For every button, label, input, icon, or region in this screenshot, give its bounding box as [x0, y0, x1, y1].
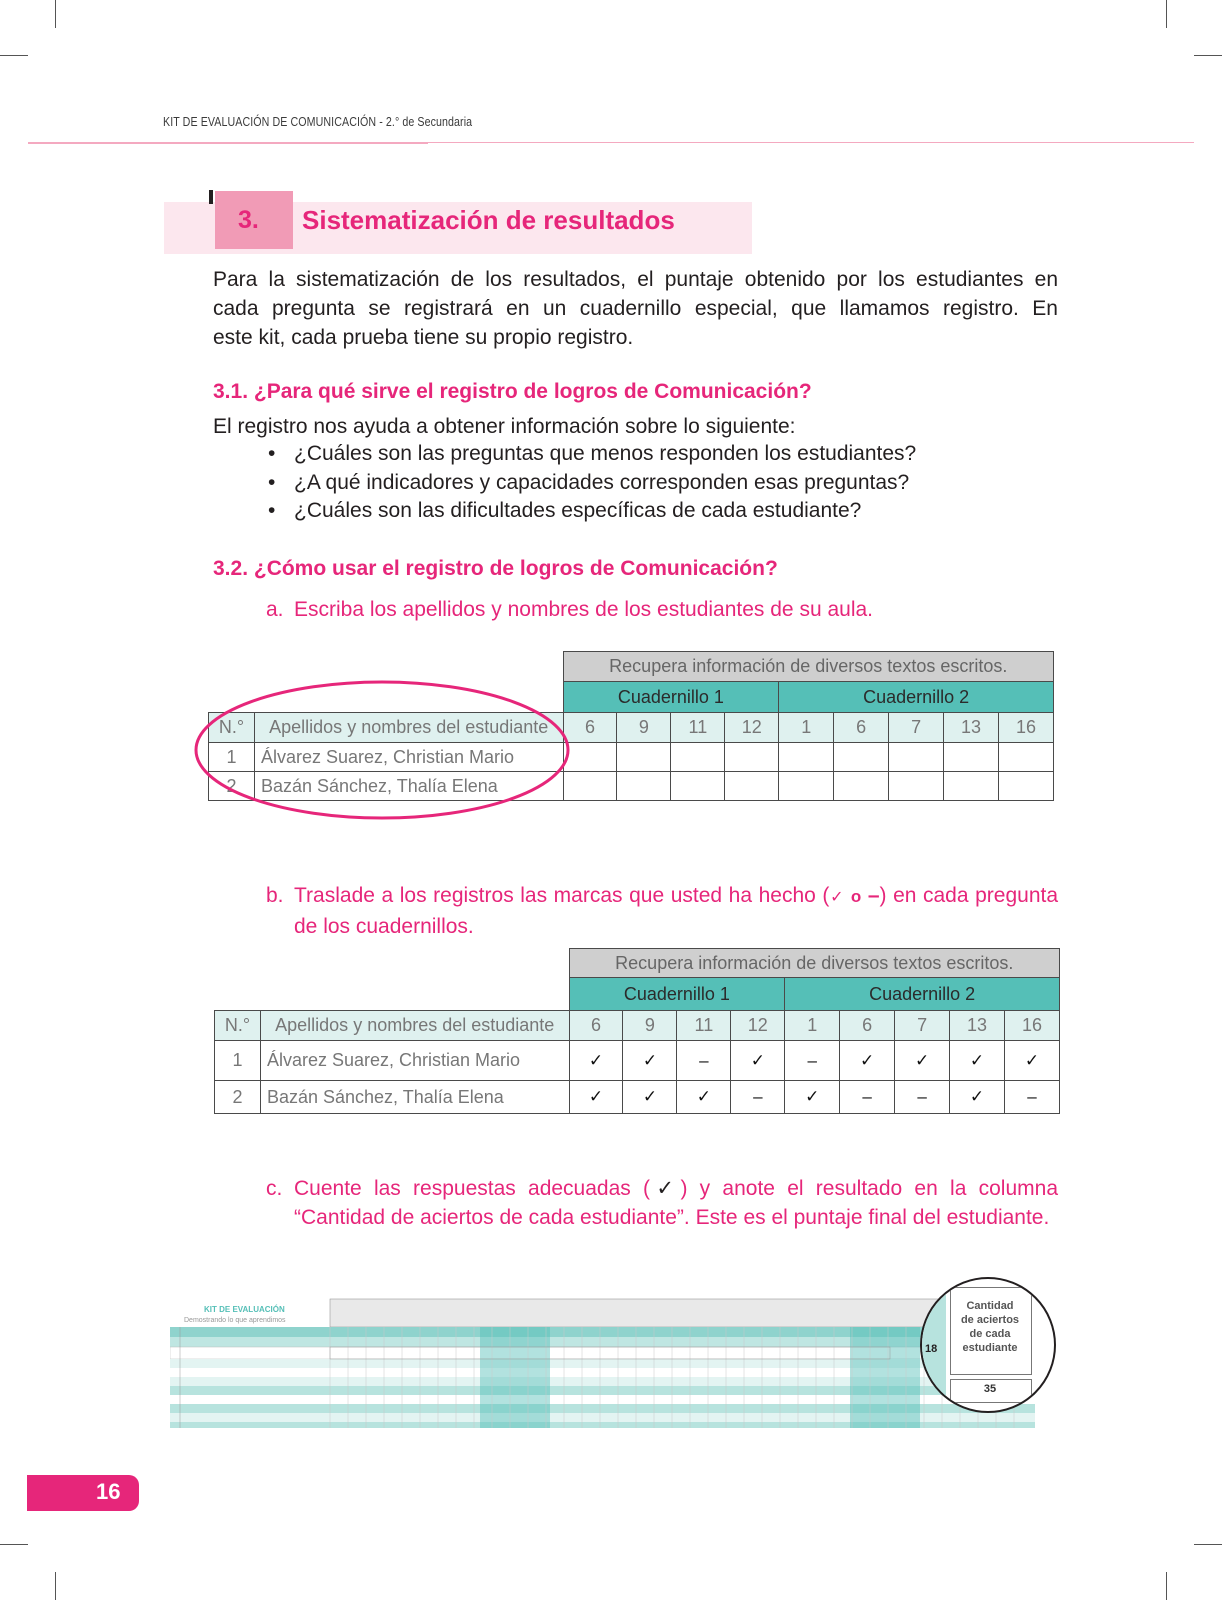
lens-header-line: estudiante	[962, 1342, 1018, 1354]
booklet-2-header: Cuadernillo 2	[785, 978, 1060, 1011]
number-column-header: N.°	[209, 713, 255, 743]
step-a	[266, 595, 1058, 624]
subsection-lead: El registro nos ayuda a obtener información sobre lo siguiente:	[213, 415, 796, 438]
student-name: Álvarez Suarez, Christian Mario	[260, 1041, 569, 1081]
answer-mark: ✓	[569, 1081, 623, 1114]
step-text: ) y anote el resultado en la columna “Cantidad de aciertos de cada estudiante”. Este es el puntaje final del estudiante.	[294, 1177, 1058, 1229]
booklet-2-header: Cuadernillo 2	[779, 682, 1054, 713]
section-tab-mark	[209, 190, 213, 204]
lens-column-header	[952, 1299, 1028, 1355]
answer-mark: ✓	[569, 1041, 623, 1081]
step-text: Escriba los apellidos y nombres de los estudiantes de su aula.	[294, 598, 873, 621]
bullet-item: • ¿A qué indicadores y capacidades corresponden esas preguntas?	[268, 471, 910, 494]
answer-mark: –	[785, 1041, 840, 1081]
question-header: 7	[895, 1011, 950, 1041]
number-column-header: N.°	[215, 1011, 261, 1041]
student-number: 1	[215, 1041, 261, 1081]
table-row	[215, 1041, 1060, 1081]
step-text: ) en cada pregunta de los cuadernillos.	[294, 884, 1059, 938]
answer-mark: ✓	[895, 1041, 950, 1081]
crop-mark	[55, 0, 56, 28]
step-c	[266, 1174, 1058, 1232]
question-header: 6	[840, 1011, 895, 1041]
question-header: 9	[617, 713, 671, 743]
page-number-tab	[27, 1475, 139, 1511]
question-header: 6	[569, 1011, 623, 1041]
step-text: Traslade a los registros las marcas que usted ha hecho (	[294, 884, 830, 907]
question-header: 13	[944, 713, 999, 743]
answer-mark: –	[677, 1041, 731, 1081]
answer-mark: ✓	[731, 1041, 785, 1081]
crop-mark	[1166, 1572, 1167, 1600]
question-header: 7	[889, 713, 944, 743]
answer-mark: ✓	[623, 1081, 677, 1114]
question-header: 12	[725, 713, 779, 743]
student-number: 2	[215, 1081, 261, 1114]
answer-mark: ✓	[950, 1041, 1005, 1081]
answer-mark: –	[731, 1081, 785, 1114]
header-rule-thin	[428, 142, 1194, 143]
intro-line: este kit, cada prueba tiene su propio registro.	[213, 326, 634, 349]
subsection-heading-3-1: 3.1. ¿Para qué sirve el registro de logros de Comunicación?	[213, 380, 812, 403]
lens-side-value: 18	[925, 1343, 938, 1355]
intro-line: cada pregunta se registrará en un cuadernillo especial, que llamamos registro. En	[213, 297, 1058, 320]
bullet-text: ¿Cuáles son las preguntas que menos responden los estudiantes?	[294, 442, 917, 465]
student-name: Bazán Sánchez, Thalía Elena	[254, 772, 563, 801]
answer-mark: –	[1004, 1081, 1059, 1114]
answer-mark: ✓	[785, 1081, 840, 1114]
header-rule-strong	[28, 142, 428, 144]
page-number: 16	[96, 1479, 121, 1504]
check-mark-icon: ✓	[650, 1177, 681, 1200]
crop-mark	[1194, 55, 1222, 56]
register-grid-thumbnail	[170, 1295, 1050, 1430]
crop-mark	[55, 1572, 56, 1600]
question-header: 6	[834, 713, 889, 743]
question-header: 1	[779, 713, 834, 743]
student-number: 2	[209, 772, 255, 801]
step-label: a.	[266, 598, 284, 621]
question-header: 16	[1004, 1011, 1059, 1041]
register-thumbnail	[170, 1295, 1050, 1430]
intro-line: Para la sistematización de los resultados, el puntaje obtenido por los estudiantes en	[213, 268, 1058, 291]
capacity-header: Recupera información de diversos textos escritos.	[563, 652, 1053, 682]
student-name: Álvarez Suarez, Christian Mario	[254, 743, 563, 772]
question-header: 6	[563, 713, 617, 743]
subsection-heading-3-2: 3.2. ¿Cómo usar el registro de logros de Comunicación?	[213, 557, 778, 580]
question-header: 11	[677, 1011, 731, 1041]
check-mark-icon: ✓	[829, 889, 845, 906]
step-b	[266, 881, 1058, 941]
question-header: 12	[731, 1011, 785, 1041]
running-header: KIT DE EVALUACIÓN DE COMUNICACIÓN - 2.° de Secundaria	[163, 114, 473, 129]
crop-mark	[0, 55, 28, 56]
step-text: Cuente las respuestas adecuadas (	[294, 1177, 651, 1200]
question-header: 11	[671, 713, 725, 743]
intro-paragraph	[213, 265, 1058, 352]
crop-mark	[1166, 0, 1167, 28]
lens-header-line: Cantidad	[966, 1300, 1014, 1312]
bullet-item: • ¿Cuáles son las dificultades específicas de cada estudiante?	[268, 499, 862, 522]
crop-mark	[1194, 1544, 1222, 1545]
step-label: b.	[266, 884, 284, 907]
answer-mark: ✓	[950, 1081, 1005, 1114]
or-word: o	[850, 887, 862, 906]
register-table-marks	[214, 948, 1060, 1114]
question-header: 13	[950, 1011, 1005, 1041]
dash-mark: –	[867, 884, 880, 907]
name-column-header: Apellidos y nombres del estudiante	[260, 1011, 569, 1041]
booklet-1-header: Cuadernillo 1	[563, 682, 779, 713]
capacity-header: Recupera información de diversos textos escritos.	[569, 949, 1059, 978]
lens-value: 35	[983, 1383, 997, 1395]
thumb-kit-title: KIT DE EVALUACIÓN	[204, 1305, 285, 1314]
student-number: 1	[209, 743, 255, 772]
question-header: 1	[785, 1011, 840, 1041]
booklet-1-header: Cuadernillo 1	[569, 978, 785, 1011]
answer-mark: –	[840, 1081, 895, 1114]
answer-mark: –	[895, 1081, 950, 1114]
student-name: Bazán Sánchez, Thalía Elena	[260, 1081, 569, 1114]
crop-mark	[0, 1544, 28, 1545]
answer-mark: ✓	[1004, 1041, 1059, 1081]
bullet-text: ¿A qué indicadores y capacidades corresponden esas preguntas?	[294, 471, 910, 494]
question-header: 9	[623, 1011, 677, 1041]
thumb-kit-subtitle: Demostrando lo que aprendimos	[184, 1317, 286, 1324]
step-label: c.	[266, 1177, 283, 1200]
answer-mark: ✓	[840, 1041, 895, 1081]
lens-header-line: de cada	[969, 1328, 1011, 1340]
question-header: 16	[998, 713, 1053, 743]
name-column-header: Apellidos y nombres del estudiante	[254, 713, 563, 743]
highlight-ellipse	[190, 675, 580, 825]
section-title: Sistematización de resultados	[302, 205, 675, 235]
bullet-text: ¿Cuáles son las dificultades específicas de cada estudiante?	[294, 499, 862, 522]
lens-header-line: de aciertos	[960, 1314, 1020, 1326]
answer-mark: ✓	[623, 1041, 677, 1081]
table-row	[215, 1081, 1060, 1114]
section-number: 3.	[238, 206, 259, 234]
magnifier-lens	[920, 1277, 1056, 1413]
answer-mark: ✓	[677, 1081, 731, 1114]
bullet-item: • ¿Cuáles son las preguntas que menos responden los estudiantes?	[268, 442, 917, 465]
